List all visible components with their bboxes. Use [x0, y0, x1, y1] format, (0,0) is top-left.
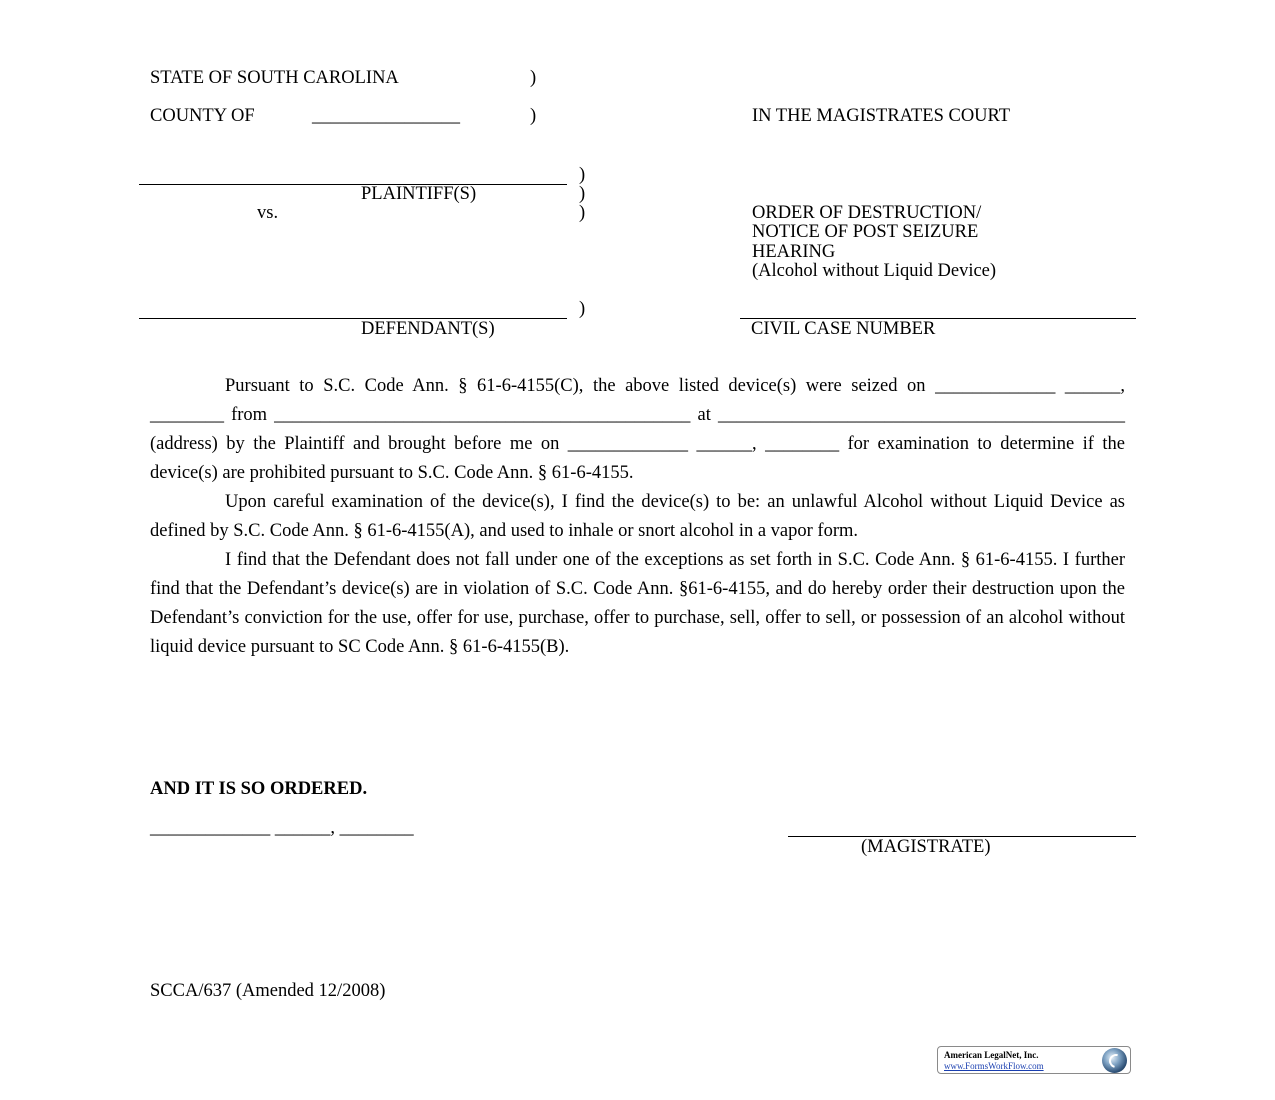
paren: ) — [579, 184, 586, 204]
defendant-line[interactable] — [139, 318, 567, 319]
logo-company-name: American LegalNet, Inc. — [944, 1050, 1039, 1060]
state-line: STATE OF SOUTH CAROLINA — [150, 68, 399, 88]
county-label: COUNTY OF — [150, 106, 255, 126]
paragraph-finding: Upon careful examination of the device(s), I find the device(s) to be: an unlawful Alcohol without Liquid Device as defined by S.C. Code Ann. § 61-6-4155(A), and used to inhale or snort alcohol in a vapor form. — [150, 492, 1125, 541]
magistrate-label: (MAGISTRATE) — [861, 837, 991, 857]
case-number-label: CIVIL CASE NUMBER — [751, 319, 936, 339]
paren: ) — [530, 106, 537, 126]
defendant-label: DEFENDANT(S) — [361, 319, 495, 339]
paren: ) — [579, 203, 586, 223]
plaintiff-label: PLAINTIFF(S) — [361, 184, 477, 204]
globe-icon — [1102, 1048, 1127, 1073]
paren: ) — [579, 165, 586, 185]
plaintiff-line[interactable] — [139, 184, 567, 185]
paragraph-order: I find that the Defendant does not fall under one of the exceptions as set forth in S.C. Code Ann. § 61-6-4155. I further find that the Defendant’s device(s) are in violation of S.C. Code Ann. §61-6-4155, and do hereby order their destruction upon the Defendant’s conviction for the use, offer for use, purchase, offer to purchase, sell, offer to sell, or possession of an alcohol without liquid device pursuant to SC Code Ann. § 61-6-4155(B). — [150, 550, 1125, 657]
court-name: IN THE MAGISTRATES COURT — [752, 106, 1011, 126]
paren: ) — [579, 299, 586, 319]
so-ordered-heading: AND IT IS SO ORDERED. — [150, 779, 368, 799]
vs-label: vs. — [257, 203, 279, 223]
title-line-1: ORDER OF DESTRUCTION/ — [752, 203, 982, 223]
order-date-blank[interactable]: _____________ ______, ________ — [150, 818, 414, 838]
county-blank[interactable]: ________________ — [312, 106, 460, 126]
form-id: SCCA/637 (Amended 12/2008) — [150, 981, 386, 1001]
logo-url-link[interactable]: www.FormsWorkFlow.com — [944, 1061, 1044, 1071]
title-line-3: HEARING — [752, 242, 836, 262]
paren: ) — [530, 68, 537, 88]
paragraph-seizure: Pursuant to S.C. Code Ann. § 61-6-4155(C), the above listed device(s) were seized on _____________ ______, ________ from _____________________________________________ at ____________________________________________ (address) by the Plaintiff and brought before me on _____________ ______, ________ for examination to determine if the device(s) are prohibited pursuant to S.C. Code Ann. § 61-6-4155. — [150, 376, 1125, 483]
american-legalnet-logo[interactable] — [937, 1046, 1131, 1074]
title-line-2: NOTICE OF POST SEIZURE — [752, 222, 979, 242]
title-line-4: (Alcohol without Liquid Device) — [752, 261, 997, 281]
order-body — [150, 372, 1125, 662]
